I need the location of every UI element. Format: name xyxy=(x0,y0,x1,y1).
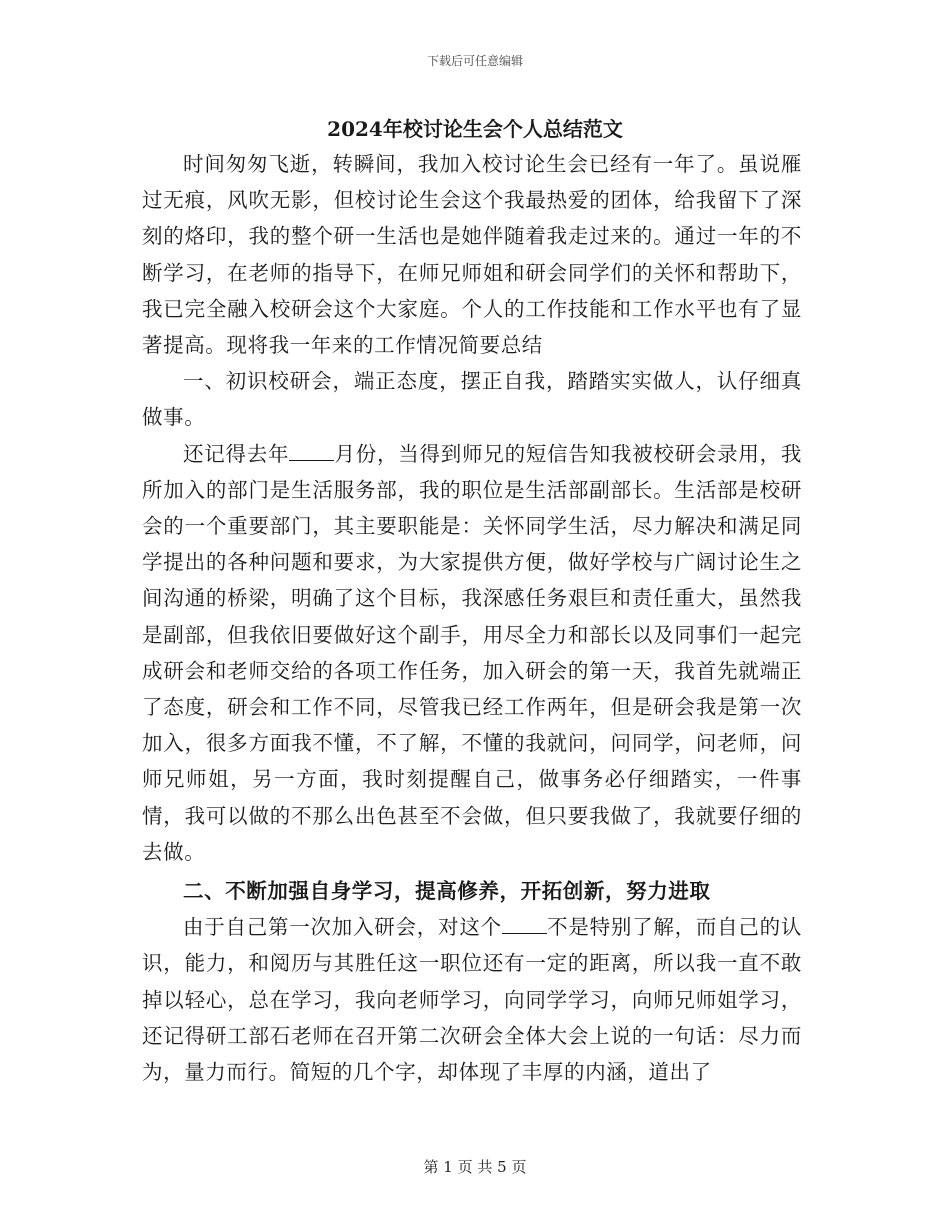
document-title: 2024年校讨论生会个人总结范文 xyxy=(327,117,623,141)
paragraph-intro: 时间匆匆飞逝，转瞬间，我加入校讨论生会已经有一年了。虽说雁过无痕，风吹无影，但校讨论生会这个我最热爱的团体，给我留下了深刻的烙印，我的整个研一生活也是她伴随着我走过来的。通过一年的不断学习，在老师的指导下，在师兄师姐和研会同学们的关怀和帮助下，我已完全融入校研会这个大家庭。个人的工作技能和工作水平也有了显著提高。现将我一年来的工作情况简要总结 xyxy=(142,152,802,358)
page-header: 下载后可任意编辑 xyxy=(426,54,523,68)
page-number: 第 1 页 共 5 页 xyxy=(423,1158,527,1176)
paragraph-learning-rest: 不是特别了解，而自己的认识，能力，和阅历与其胜任这一职位还有一定的距离，所以我一直不敢掉以轻心，总在学习，我向老师学习，向同学学习，向师兄师姐学习，还记得研工部石老师在召开第二次研会全体大会上说的一句话：尽力而为，量力而行。简短的几个字，却体现了丰厚的内涵，道出了 xyxy=(142,915,803,1085)
document-body xyxy=(142,146,802,1090)
paragraph-recall xyxy=(142,436,802,870)
fill-in-blank xyxy=(289,437,334,461)
paragraph-recall-rest: 月份，当得到师兄的短信告知我被校研会录用，我所加入的部门是生活服务部，我的职位是生活部副部长。生活部是校研会的一个重要部门，其主要职能是：关怀同学生活，尽力解决和满足同学提出的各种问题和要求，为大家提供方便，做好学校与广阔讨论生之间沟通的桥梁，明确了这个目标，我深感任务艰巨和责任重大，虽然我是副部，但我依旧要做好这个副手，用尽全力和部长以及同事们一起完成研会和老师交给的各项工作任务，加入研会的第一天，我首先就端正了态度，研会和工作不同，尽管我已经工作两年，但是研会我是第一次加入，很多方面我不懂，不了解，不懂的我就问，问同学，问老师，问师兄师姐，另一方面，我时刻提醒自己，做事务必仔细踏实，一件事情，我可以做的不那么出色甚至不会做，但只要我做了，我就要仔细的去做。 xyxy=(142,441,802,864)
paragraph-section-one: 一、初识校研会，端正态度，摆正自我，踏踏实实做人，认仔细真做事。 xyxy=(142,369,802,430)
paragraph-learning-start: 由于自己第一次加入研会，对这个 xyxy=(183,915,502,940)
fill-in-blank xyxy=(502,911,547,935)
paragraph-learning xyxy=(142,909,802,1090)
paragraph-recall-start: 还记得去年 xyxy=(183,441,290,466)
section-two-heading: 二、不断加强自身学习，提高修养，开拓创新，努力进取 xyxy=(183,879,711,904)
